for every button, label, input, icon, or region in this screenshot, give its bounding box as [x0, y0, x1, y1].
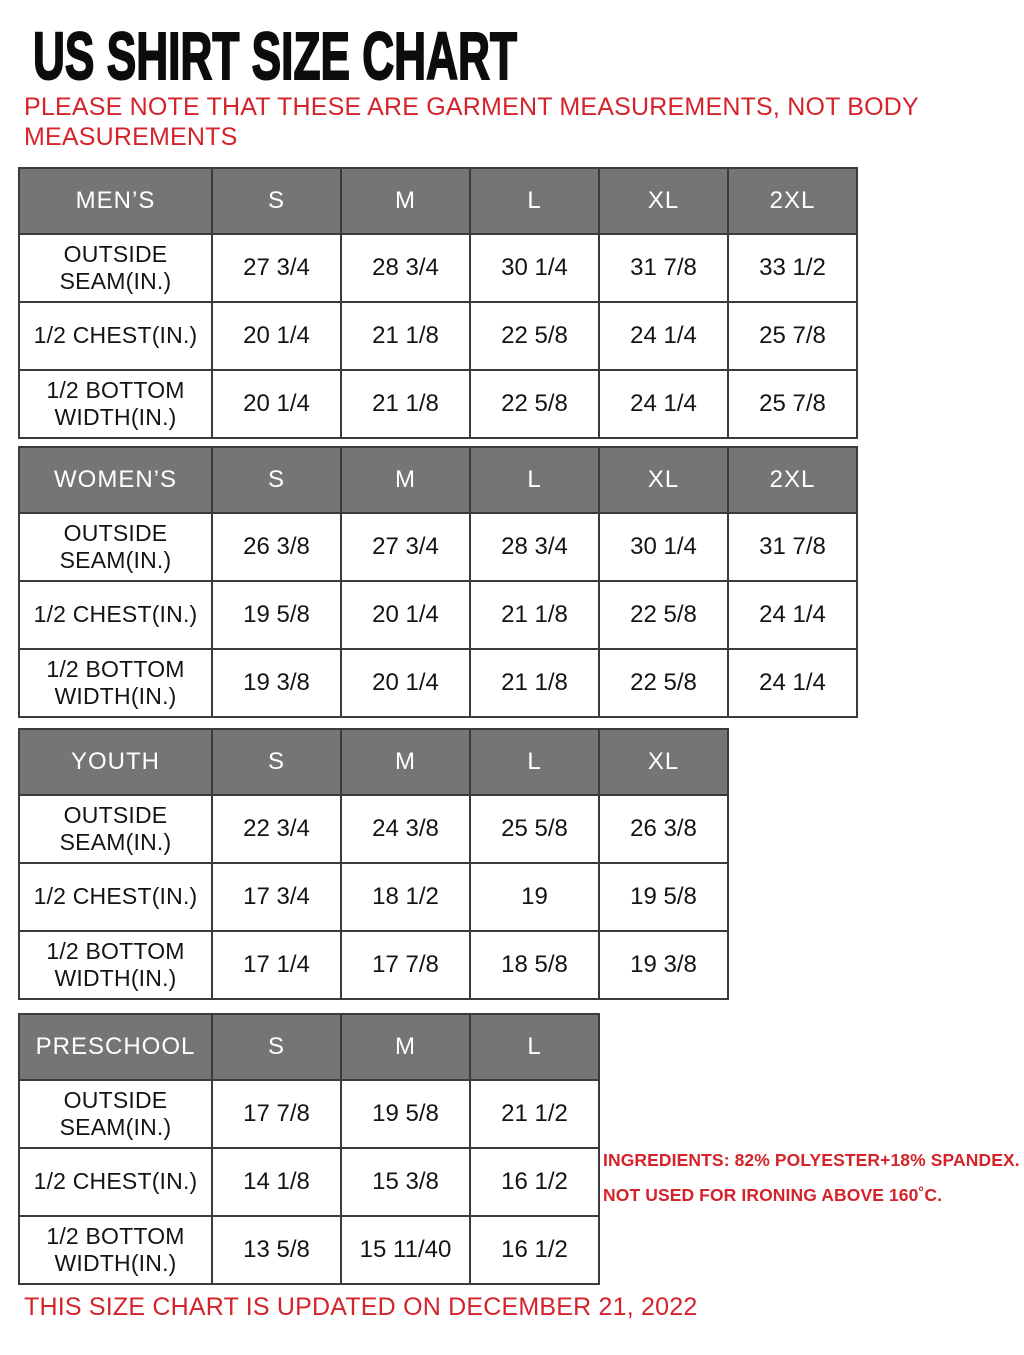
size-header-cell: S — [212, 168, 341, 234]
size-header-cell: M — [341, 1014, 470, 1080]
measurement-value-cell: 33 1/2 — [728, 234, 857, 302]
table-header-row — [19, 447, 857, 513]
measurement-value-cell: 18 5/8 — [470, 931, 599, 999]
measurement-value-cell: 13 5/8 — [212, 1216, 341, 1284]
size-header-cell: M — [341, 447, 470, 513]
measurement-value-cell: 19 — [470, 863, 599, 931]
size-header-cell: 2XL — [728, 447, 857, 513]
measurement-value-cell: 24 1/4 — [728, 649, 857, 717]
row-label-cell: OUTSIDE SEAM(IN.) — [19, 513, 212, 581]
mens-size-table — [18, 167, 858, 439]
row-label-cell: 1/2 BOTTOM WIDTH(IN.) — [19, 1216, 212, 1284]
measurement-value-cell: 17 7/8 — [212, 1080, 341, 1148]
size-header-cell: XL — [599, 447, 728, 513]
size-header-cell: M — [341, 729, 470, 795]
measurement-value-cell: 19 5/8 — [212, 581, 341, 649]
measurement-value-cell: 19 5/8 — [599, 863, 728, 931]
table-header-row — [19, 1014, 599, 1080]
measurement-value-cell: 20 1/4 — [212, 302, 341, 370]
table-row — [19, 513, 857, 581]
measurement-value-cell: 21 1/2 — [470, 1080, 599, 1148]
size-header-cell: L — [470, 447, 599, 513]
measurement-value-cell: 17 7/8 — [341, 931, 470, 999]
measurement-value-cell: 30 1/4 — [599, 513, 728, 581]
size-header-cell: XL — [599, 729, 728, 795]
measurement-value-cell: 22 5/8 — [599, 649, 728, 717]
table-row — [19, 1216, 599, 1284]
measurement-value-cell: 25 7/8 — [728, 370, 857, 438]
table-row — [19, 649, 857, 717]
table-row — [19, 234, 857, 302]
row-label-cell: 1/2 CHEST(IN.) — [19, 302, 212, 370]
measurement-value-cell: 25 7/8 — [728, 302, 857, 370]
row-label-cell: 1/2 CHEST(IN.) — [19, 581, 212, 649]
group-header-cell: PRESCHOOL — [19, 1014, 212, 1080]
group-header-cell: MEN’S — [19, 168, 212, 234]
measurement-value-cell: 15 3/8 — [341, 1148, 470, 1216]
row-label-cell: OUTSIDE SEAM(IN.) — [19, 234, 212, 302]
table-row — [19, 931, 728, 999]
measurement-value-cell: 30 1/4 — [470, 234, 599, 302]
womens-size-table — [18, 446, 858, 718]
measurement-value-cell: 28 3/4 — [470, 513, 599, 581]
row-label-cell: 1/2 CHEST(IN.) — [19, 863, 212, 931]
measurement-value-cell: 19 5/8 — [341, 1080, 470, 1148]
measurement-value-cell: 16 1/2 — [470, 1216, 599, 1284]
table-row — [19, 1080, 599, 1148]
measurement-value-cell: 20 1/4 — [212, 370, 341, 438]
page-title: US SHIRT SIZE CHART — [33, 19, 517, 94]
row-label-cell: OUTSIDE SEAM(IN.) — [19, 1080, 212, 1148]
measurement-value-cell: 20 1/4 — [341, 581, 470, 649]
measurement-value-cell: 22 5/8 — [470, 302, 599, 370]
measurement-value-cell: 20 1/4 — [341, 649, 470, 717]
ingredients-note — [603, 1150, 1020, 1220]
size-grid — [18, 1013, 600, 1285]
measurement-value-cell: 22 3/4 — [212, 795, 341, 863]
table-row — [19, 370, 857, 438]
measurement-value-cell: 19 3/8 — [599, 931, 728, 999]
measurement-value-cell: 18 1/2 — [341, 863, 470, 931]
measurement-value-cell: 21 1/8 — [470, 649, 599, 717]
measurement-value-cell: 24 1/4 — [599, 370, 728, 438]
measurement-value-cell: 19 3/8 — [212, 649, 341, 717]
ingredients-line1: INGREDIENTS: 82% POLYESTER+18% SPANDEX. — [603, 1150, 1020, 1170]
size-header-cell: L — [470, 729, 599, 795]
row-label-cell: 1/2 BOTTOM WIDTH(IN.) — [19, 370, 212, 438]
size-header-cell: L — [470, 1014, 599, 1080]
measurement-value-cell: 26 3/8 — [599, 795, 728, 863]
table-row — [19, 581, 857, 649]
group-header-cell: YOUTH — [19, 729, 212, 795]
row-label-cell: OUTSIDE SEAM(IN.) — [19, 795, 212, 863]
ironing-warning-line2: NOT USED FOR IRONING ABOVE 160˚C. — [603, 1185, 943, 1205]
measurement-value-cell: 24 1/4 — [599, 302, 728, 370]
size-header-cell: S — [212, 1014, 341, 1080]
table-row — [19, 795, 728, 863]
row-label-cell: 1/2 BOTTOM WIDTH(IN.) — [19, 931, 212, 999]
table-header-row — [19, 729, 728, 795]
measurement-value-cell: 17 1/4 — [212, 931, 341, 999]
table-row — [19, 302, 857, 370]
measurement-value-cell: 22 5/8 — [599, 581, 728, 649]
table-header-row — [19, 168, 857, 234]
group-header-cell: WOMEN’S — [19, 447, 212, 513]
size-grid — [18, 446, 858, 718]
measurement-value-cell: 28 3/4 — [341, 234, 470, 302]
size-header-cell: XL — [599, 168, 728, 234]
measurement-value-cell: 14 1/8 — [212, 1148, 341, 1216]
measurement-value-cell: 26 3/8 — [212, 513, 341, 581]
measurement-value-cell: 24 3/8 — [341, 795, 470, 863]
measurement-value-cell: 17 3/4 — [212, 863, 341, 931]
size-header-cell: 2XL — [728, 168, 857, 234]
update-date-note: THIS SIZE CHART IS UPDATED ON DECEMBER 21, 2022 — [24, 1293, 698, 1321]
measurement-value-cell: 24 1/4 — [728, 581, 857, 649]
size-header-cell: S — [212, 447, 341, 513]
youth-size-table — [18, 728, 729, 1000]
garment-measurement-note: PLEASE NOTE THAT THESE ARE GARMENT MEASUREMENTS, NOT BODY MEASUREMENTS — [24, 93, 919, 151]
measurement-value-cell: 25 5/8 — [470, 795, 599, 863]
measurement-value-cell: 21 1/8 — [470, 581, 599, 649]
size-header-cell: S — [212, 729, 341, 795]
size-header-cell: L — [470, 168, 599, 234]
measurement-value-cell: 22 5/8 — [470, 370, 599, 438]
table-row — [19, 863, 728, 931]
size-header-cell: M — [341, 168, 470, 234]
preschool-size-table — [18, 1013, 600, 1285]
size-grid — [18, 167, 858, 439]
size-grid — [18, 728, 729, 1000]
measurement-value-cell: 16 1/2 — [470, 1148, 599, 1216]
row-label-cell: 1/2 CHEST(IN.) — [19, 1148, 212, 1216]
table-row — [19, 1148, 599, 1216]
measurement-value-cell: 31 7/8 — [599, 234, 728, 302]
row-label-cell: 1/2 BOTTOM WIDTH(IN.) — [19, 649, 212, 717]
measurement-value-cell: 27 3/4 — [212, 234, 341, 302]
measurement-value-cell: 27 3/4 — [341, 513, 470, 581]
measurement-value-cell: 31 7/8 — [728, 513, 857, 581]
measurement-value-cell: 15 11/40 — [341, 1216, 470, 1284]
measurement-value-cell: 21 1/8 — [341, 302, 470, 370]
measurement-value-cell: 21 1/8 — [341, 370, 470, 438]
